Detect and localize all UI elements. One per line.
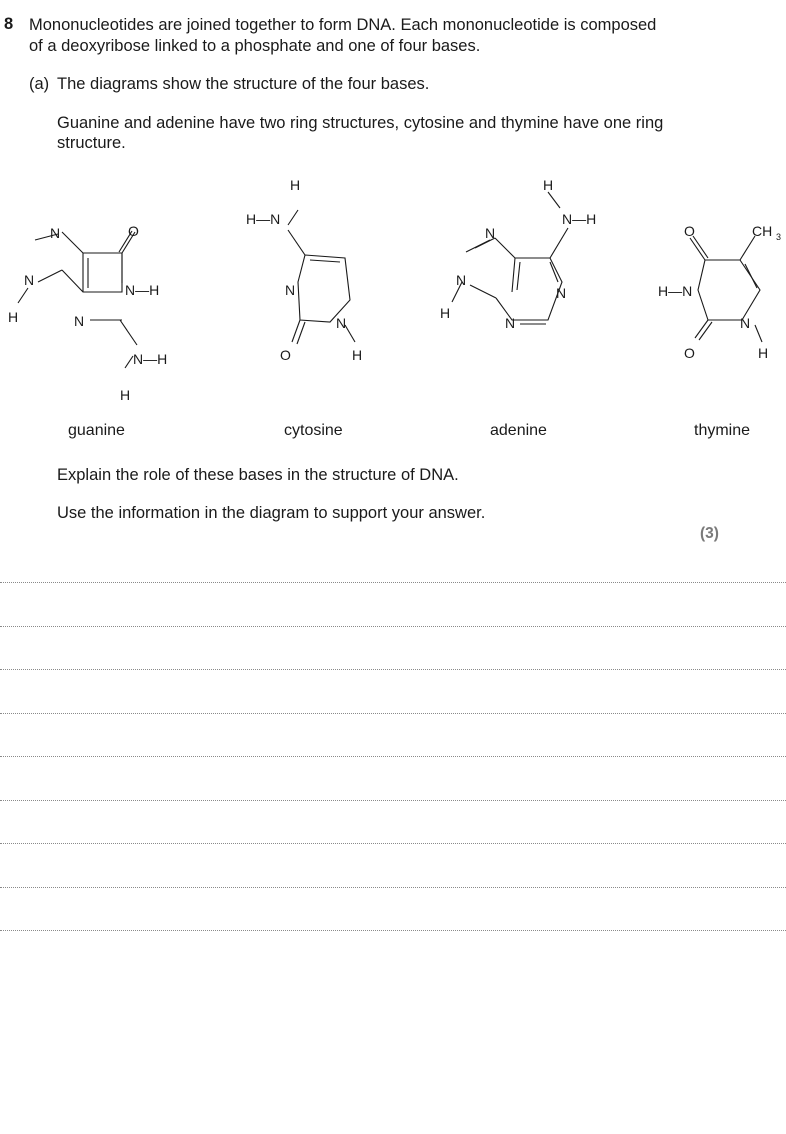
answer-line[interactable] [0,887,786,888]
base-name-cytosine: cytosine [284,422,343,439]
guanine-atom: O [128,223,139,239]
thymine-atom: O [684,223,695,239]
thymine-atom: N [740,315,751,331]
adenine-atom: N [456,272,467,288]
cytosine-atom: N [336,315,347,331]
answer-line[interactable] [0,626,786,627]
adenine-atom: N [505,315,516,331]
thymine-structure [658,223,781,439]
cytosine-atom: H [352,347,363,363]
base-name-adenine: adenine [490,422,547,439]
guanine-structure [8,223,167,439]
intro-text: Guanine and adenine have two ring structures, cytosine and thymine have one ring structure. [57,114,664,152]
guanine-atom: N—H [133,351,168,367]
cytosine-atom: H [290,177,301,193]
thymine-atom: H [758,345,769,361]
thymine-atom: CH [752,223,773,239]
adenine-structure [440,177,596,439]
question-stem: Mononucleotides are joined together to form DNA. Each mononucleotide is composed of a deoxyribose linked to a phosphate and one of four bases. [29,16,657,55]
adenine-atom: H [440,305,451,321]
guanine-atom: N [24,272,35,288]
guanine-atom: N [74,313,85,329]
part-a-heading [29,75,429,94]
use-info-instruction: Use the information in the diagram to support your answer. [57,504,486,522]
answer-line[interactable] [0,843,786,844]
guanine-atom: N—H [125,282,160,298]
answer-line[interactable] [0,800,786,801]
answer-line[interactable] [0,930,786,931]
part-text: The diagrams show the structure of the four bases. [57,75,430,93]
guanine-atom: N [50,225,61,241]
thymine-atom: 3 [776,232,782,242]
base-name-thymine: thymine [694,422,751,439]
adenine-atom: N [556,285,567,301]
cytosine-atom: O [280,347,291,363]
thymine-atom: H—N [658,283,693,299]
marks-label: (3) [700,525,719,542]
answer-line[interactable] [0,582,786,583]
cytosine-atom: N [285,282,296,298]
answer-line[interactable] [0,713,786,714]
base-name-guanine: guanine [68,422,125,439]
cytosine-structure [246,177,362,439]
bases-diagram [0,170,786,450]
guanine-atom: H [8,309,19,325]
part-label: (a) [29,75,50,93]
question-number: 8 [4,15,14,33]
cytosine-atom: H—N [246,211,281,227]
answer-line[interactable] [0,756,786,757]
adenine-atom: H [543,177,554,193]
explain-instruction: Explain the role of these bases in the structure of DNA. [57,466,459,484]
adenine-atom: N—H [562,211,597,227]
guanine-atom: H [120,387,131,403]
thymine-atom: O [684,345,695,361]
answer-line[interactable] [0,669,786,670]
adenine-atom: N [485,225,496,241]
